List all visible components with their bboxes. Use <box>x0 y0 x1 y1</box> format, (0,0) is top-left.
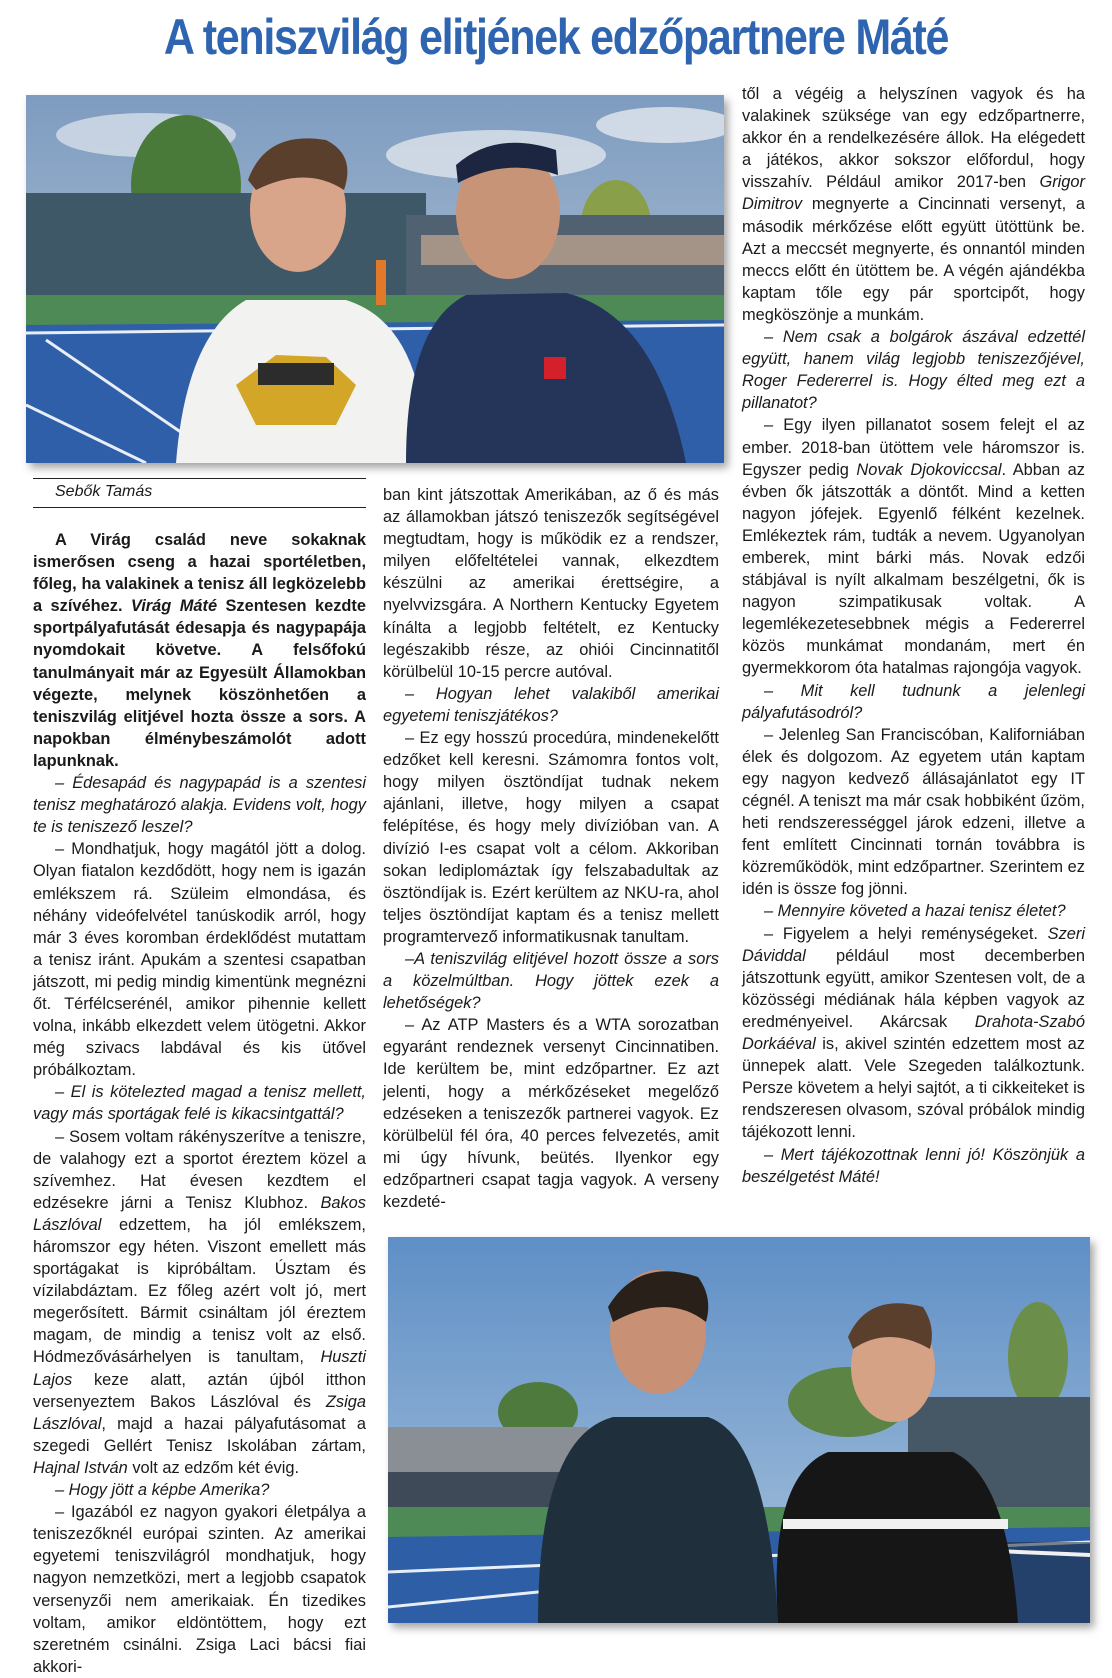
text-segment: – Igazából ez nagyon gyakori életpálya a teniszezőknél európai szinten. Az amerikai egyetemi teniszvilágról mondhatjuk, hogy nagyon nemzetközi, mert a legjobb csapatok versenyzői nem amerikaiak. Én tizedikes voltam, amikor eldöntöttem, hogy ezt szeretném csinálni. Zsiga Laci bácsi fiai akkori- <box>33 1503 366 1676</box>
text-segment: – Jelenleg San Franciscóban, Kaliforniában élek és dolgozom. Az egyetem után kaptam egy nagyon kedvező állásajánlatot egy IT cégnél. A teniszt ma már csak hobbiként űzöm, heti rendszerességgel járok edzeni, illetve a fent említett Cincinnati tornán továbbra is közreműködök, mint edzőpartner. Szerintem ez idén is össze fog jönni. <box>742 725 1085 899</box>
text-segment: megnyerte a Cincinnati versenyt, a második mérkőzése előtt együtt ütöttünk be. Azt a meccsét megnyerte, és onnantól minden meccs előtt én ütöttem be. A végén ajándékba kaptam tőle egy pár sportcipőt, hogy megköszönje a munkám. <box>742 195 1085 324</box>
interview-question <box>742 326 1085 414</box>
text-segment: – Ez egy hosszú procedúra, mindenekelőtt edzőket kell keresni. Számomra fontos volt, hogy milyen ösztöndíjat tudnak nekem ajánlani, illetve, hogy milyen a csapat felépítése, és hogy mely divízióban van. A divízió I-es csapat volt a célom. Akkoriban sokan lediplomáztak így felszabadultak az ösztöndíjak is. Ezért kerültem az NKU-ra, ahol teljes ösztöndíjat kaptam és a tenisz mellett programtervező informatikusnak tanultam. <box>383 729 719 946</box>
photo-mate-with-federer <box>26 95 724 463</box>
interview-question <box>742 1144 1085 1188</box>
text-segment: – Édesapád és nagypapád is a szentesi tenisz meghatározó alakja. Evidens volt, hogy te is teniszező leszel? <box>33 774 366 837</box>
photo-djokovic-with-mate <box>388 1237 1090 1623</box>
interview-answer <box>742 724 1085 901</box>
interview-question <box>742 680 1085 724</box>
interview-answer <box>742 414 1085 679</box>
text-segment: –A teniszvilág elitjével hozott össze a sors a közelmúltban. Hogy jöttek ezek a lehetőségek? <box>383 949 719 1013</box>
text-segment: – Nem csak a bolgárok ászával edzettél együtt, hanem világ legjobb teniszezőjével, Roger Federerrel is. Hogy élted meg ezt a pillanatot? <box>742 328 1085 413</box>
author-name: Sebők Tamás <box>55 483 153 500</box>
column-1-paragraphs <box>33 772 366 1678</box>
column-3 <box>742 83 1085 1188</box>
text-segment: – Mert tájékozottnak lenni jó! Köszönjük a beszélgetést Máté! <box>742 1145 1085 1186</box>
italic-name: Huszti Lajos <box>33 1348 366 1389</box>
interview-question <box>383 683 719 727</box>
text-segment: keze alatt, aztán újból itthon versenyeztem Bakos Lászlóval és <box>33 1370 366 1411</box>
interview-answer <box>33 1501 366 1678</box>
text-segment: – Figyelem a helyi reménységeket. <box>764 924 1048 943</box>
interview-question <box>33 1479 366 1501</box>
text-segment: , majd a hazai pályafutásomat a szegedi Gellért Tenisz Iskolában zártam, <box>33 1414 366 1455</box>
interview-question <box>383 948 719 1014</box>
text-segment: – Hogy jött a képbe Amerika? <box>55 1481 270 1500</box>
interview-answer <box>742 923 1085 1144</box>
italic-name: Novak Djokoviccsal <box>856 460 1002 479</box>
interview-question <box>33 1081 366 1125</box>
interview-answer <box>383 484 719 683</box>
italic-name: Drahota-Szabó Dorkáéval <box>742 1012 1085 1054</box>
lead-paragraph <box>33 529 366 772</box>
text-segment: – Az ATP Masters és a WTA sorozatban egyaránt rendeznek versenyt Cincinnatiben. Ide kerültem be, mint edzőpartner. Ez azt jelenti, hogy a mérkőzéseket megelőző edzéseken a teniszezők partnerei vagyok. Ez körülbelül fél óra, 40 perces felvezetés, amit mi úgy hívunk, beütés. Ilyenkor egy edzőpartneri csapat tagja vagyok. A verseny kezdeté- <box>383 1016 719 1211</box>
italic-name: Grigor Dimitrov <box>742 173 1085 214</box>
text-segment: – Mennyire követed a hazai tenisz életet? <box>764 902 1066 921</box>
text-segment: edzettem, ha jól emlékszem, háromszor egy héten. Viszont emellett más sportágakat is kipróbáltam. Úsztam és vízilabdáztam. Ez főleg azért volt jó, mert megerősített. Bármit csináltam jól éreztem magam, de mindig a tenisz volt az első. Hódmezővásárhelyen is tanultam, <box>33 1215 366 1367</box>
article-title: A teniszvilág elitjének edzőpartnere Máté <box>163 9 949 65</box>
italic-name: Szeri Dáviddal <box>742 924 1085 965</box>
italic-name: Hajnal István <box>33 1458 128 1477</box>
text-segment: – Hogyan lehet valakiből amerikai egyetemi teniszjátékos? <box>383 684 719 725</box>
text-segment: – El is kötelezted magad a tenisz mellett, vagy más sportágak felé is kikacsintgattál? <box>33 1083 366 1124</box>
text-segment: – Mondhatjuk, hogy magától jött a dolog. Olyan fiatalon kezdődött, hogy nem is igazán emlékszem rá. Szüleim elmondása, és néhány videófelvétel tanúskodik arról, hogy már 3 éves koromban érdeklődést mutattam a tenisz iránt. Apukám a szentesi csapatban játszott, mi pedig mindig kimentünk megnézni őt. Térfélcserénél, amikor pihennie kellett volna, inkább elkezdett velem ütögetni. Akkor még szivacs labdával és kis ütővel próbálkoztam. <box>33 840 366 1080</box>
text-segment: – Mit kell tudnunk a jelenlegi pályafutásodról? <box>742 681 1085 722</box>
column-2-paragraphs <box>383 484 719 1213</box>
column-2 <box>383 484 719 1213</box>
text-segment: ban kint játszottak Amerikában, az ő és más az államokban játszó teniszezők segítségével megtudtam, hogy is működik ez a rendszer, milyen előfeltételei vannak, elkezdtem készülni az amerikai érettségire, a nyelvvizsgára. A Northern Kentucky Egyetem kínálta a legjobb feltételt, ez Kentucky legészakibb része, az ohiói Cincinnatitől körülbelül 10-15 percre autóval. <box>383 486 719 681</box>
interview-question <box>33 772 366 838</box>
interview-answer <box>383 1014 719 1213</box>
interview-answer <box>33 1126 366 1480</box>
interview-answer <box>33 838 366 1081</box>
text-segment: . Abban az évben ők játszották a döntőt. Mind a ketten nagyon jófejek. Egyenlő félként kezelnek. Emlékeztek rám, tudták a nevem. Ugyanolyan emberek, mint bárki más. Novak edzői stábjával is nyílt alkalmam beszélgetni, ők is nagyon szimpatikusak voltak. A legemlékezetesebbnek mégis a Federerrel közös munkámat mondanám, mert én gyermekkorom óta hatalmas rajongója vagyok. <box>742 460 1085 678</box>
text-segment: is, akivel szintén edzettem most az ünnepek alatt. Vele Szegeden találkoztunk. Persze követem a helyi sajtót, a ti cikkeiteket is rendszeresen olvasom, szóval próbálok mindig tájékozott lenni. <box>742 1035 1085 1142</box>
text-segment: – Sosem voltam rákényszerítve a teniszre, de valahogy ezt a sportot éreztem közel a szívemhez. Hat évesen kezdtem el edzésekre járni a Tenisz Klubhoz. <box>33 1127 366 1212</box>
italic-name: Zsiga Lászlóval <box>33 1392 366 1433</box>
text-segment: A Virág család neve sokaknak ismerősen cseng a hazai sportéletben, főleg, ha valakinek a tenisz áll legközelebb a szívéhez. <box>33 531 366 616</box>
italic-name: Bakos Lászlóval <box>33 1193 366 1234</box>
text-segment: például most decemberben játszottunk együtt, amikor Szentesen volt, de a közösségi médiának hála képben vagyok az eredményeivel. Akárcsak <box>742 946 1085 1031</box>
author-byline <box>33 478 366 508</box>
column-3-paragraphs <box>742 83 1085 1188</box>
interview-question <box>742 900 1085 922</box>
text-segment: – Egy ilyen pillanatot sosem felejt el az ember. 2018-ban ütöttem vele háromszor is. Egyszer pedig <box>742 416 1085 479</box>
italic-name: Virág Máté <box>130 597 218 616</box>
photo-djokovic-with-mate-image <box>388 1237 1090 1623</box>
interview-answer <box>383 727 719 948</box>
text-segment: től a végéig a helyszínen vagyok és ha valakinek szüksége van egy edzőpartnerre, akkor én a rendelkezésére állok. Ha elégedett a játékos, akkor sokszor előfordul, hogy visszahív. Például amikor 2017-ben <box>742 85 1085 192</box>
interview-answer <box>742 83 1085 326</box>
text-segment: volt az edzőm két évig. <box>127 1458 300 1477</box>
text-segment: Szentesen kezdte sportpályafutását édesapja és nagypapája nyomdokait követve. A felsőfokú tanulmányait már az Egyesült Államokban végezte, melynek köszönhetően a teniszvilág elitjével hozta össze a sors. A napokban élménybeszámolót adott lapunknak. <box>33 597 366 770</box>
photo-mate-with-federer-image <box>26 95 724 463</box>
